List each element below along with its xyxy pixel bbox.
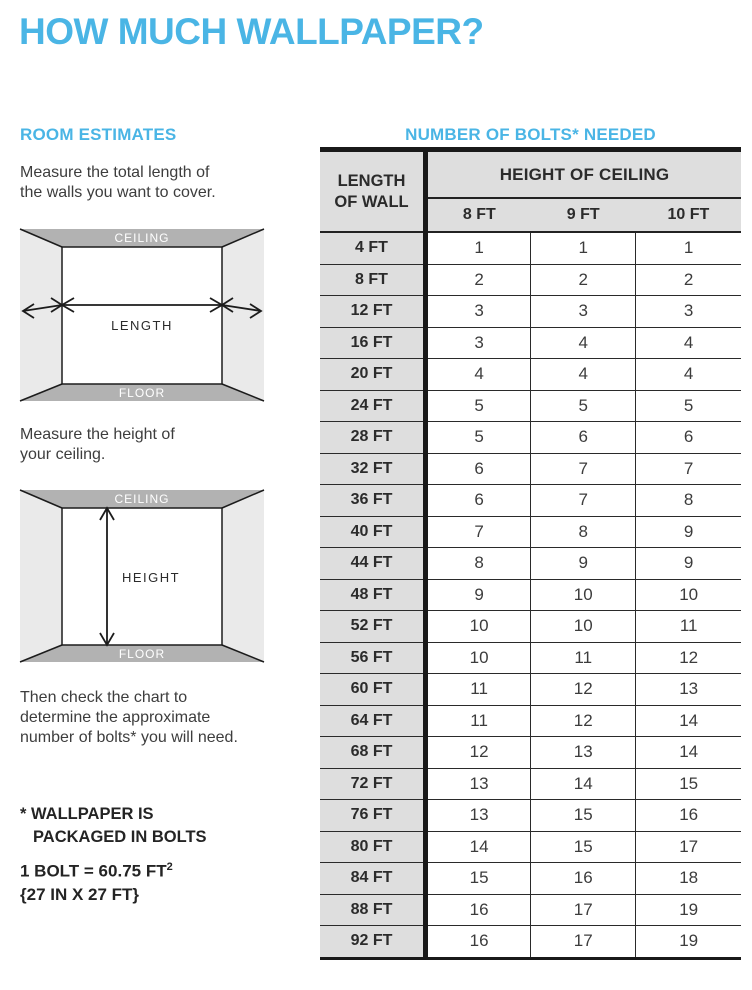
bolt-count-cell: 18 bbox=[636, 863, 741, 895]
bolt-count-cell: 9 bbox=[636, 516, 741, 548]
instruction-line: Measure the height of bbox=[20, 426, 175, 443]
table-row bbox=[320, 611, 741, 643]
measure-height-instruction bbox=[20, 425, 175, 465]
floor-label: FLOOR bbox=[118, 386, 166, 400]
wall-length-label: 68 FT bbox=[320, 737, 426, 769]
bolt-count-cell: 4 bbox=[531, 359, 636, 391]
bolt-count-cell: 14 bbox=[636, 737, 741, 769]
bolt-count-cell: 4 bbox=[636, 327, 741, 359]
bolt-count-cell: 8 bbox=[426, 548, 531, 580]
bolt-count-cell: 3 bbox=[531, 296, 636, 328]
bolt-count-cell: 14 bbox=[531, 768, 636, 800]
table-row bbox=[320, 768, 741, 800]
table-row bbox=[320, 579, 741, 611]
instruction-line: determine the approximate bbox=[20, 709, 211, 726]
bolt-count-cell: 2 bbox=[531, 264, 636, 296]
bolt-count-cell: 19 bbox=[636, 894, 741, 926]
wall-length-label: 60 FT bbox=[320, 674, 426, 706]
left-wall bbox=[20, 229, 62, 401]
ceiling-label: CEILING bbox=[114, 492, 170, 506]
bolt-count-cell: 16 bbox=[426, 894, 531, 926]
wall-length-label: 64 FT bbox=[320, 705, 426, 737]
instruction-line: Then check the chart to bbox=[20, 689, 188, 706]
wall-length-label: 32 FT bbox=[320, 453, 426, 485]
bolt-count-cell: 7 bbox=[426, 516, 531, 548]
bolt-count-cell: 17 bbox=[531, 894, 636, 926]
floor-label: FLOOR bbox=[118, 647, 166, 661]
wall-length-label: 80 FT bbox=[320, 831, 426, 863]
bolt-count-cell: 8 bbox=[636, 485, 741, 517]
bolt-count-cell: 13 bbox=[636, 674, 741, 706]
instruction-line: Measure the total length of bbox=[20, 164, 210, 181]
bolt-count-cell: 12 bbox=[426, 737, 531, 769]
length-of-wall-header bbox=[320, 150, 426, 233]
bolt-count-cell: 12 bbox=[531, 705, 636, 737]
bolt-count-cell: 1 bbox=[636, 232, 741, 264]
bolt-count-cell: 12 bbox=[636, 642, 741, 674]
column-header-9ft: 9 FT bbox=[531, 198, 636, 232]
table-row bbox=[320, 705, 741, 737]
table-row bbox=[320, 674, 741, 706]
wall-length-label: 52 FT bbox=[320, 611, 426, 643]
table-row bbox=[320, 516, 741, 548]
bolt-count-cell: 16 bbox=[531, 863, 636, 895]
bolt-count-cell: 12 bbox=[531, 674, 636, 706]
bolt-count-cell: 10 bbox=[531, 611, 636, 643]
wall-length-label: 88 FT bbox=[320, 894, 426, 926]
wall-length-label: 12 FT bbox=[320, 296, 426, 328]
bolt-count-cell: 5 bbox=[426, 422, 531, 454]
bolt-count-cell: 4 bbox=[531, 327, 636, 359]
bolt-count-cell: 1 bbox=[531, 232, 636, 264]
bolt-count-cell: 15 bbox=[636, 768, 741, 800]
wall-length-label: 44 FT bbox=[320, 548, 426, 580]
bolt-size-info bbox=[20, 856, 173, 906]
bolt-dimensions: {27 IN X 27 FT} bbox=[20, 884, 140, 904]
wall-length-label: 16 FT bbox=[320, 327, 426, 359]
table-row bbox=[320, 359, 741, 391]
height-of-ceiling-header: HEIGHT OF CEILING bbox=[426, 150, 742, 199]
table-row bbox=[320, 422, 741, 454]
bolt-count-cell: 14 bbox=[636, 705, 741, 737]
left-wall bbox=[20, 490, 62, 662]
bolt-count-cell: 7 bbox=[531, 485, 636, 517]
bolt-count-cell: 9 bbox=[531, 548, 636, 580]
table-row bbox=[320, 831, 741, 863]
wall-length-label: 8 FT bbox=[320, 264, 426, 296]
bolts-table-container bbox=[320, 147, 741, 960]
bolts-table-body bbox=[320, 232, 741, 958]
bolt-count-cell: 13 bbox=[531, 737, 636, 769]
bolt-count-cell: 10 bbox=[636, 579, 741, 611]
length-label: LENGTH bbox=[111, 318, 173, 333]
back-wall bbox=[62, 247, 222, 384]
bolt-count-cell: 11 bbox=[531, 642, 636, 674]
table-row bbox=[320, 737, 741, 769]
bolt-count-cell: 17 bbox=[531, 926, 636, 959]
wall-length-label: 72 FT bbox=[320, 768, 426, 800]
bolt-count-cell: 19 bbox=[636, 926, 741, 959]
table-row bbox=[320, 232, 741, 264]
table-row bbox=[320, 327, 741, 359]
bolts-needed-heading: NUMBER OF BOLTS* NEEDED bbox=[405, 125, 656, 144]
check-chart-instruction bbox=[20, 688, 238, 748]
bolt-count-cell: 2 bbox=[636, 264, 741, 296]
bolt-equation bbox=[20, 856, 173, 883]
bolt-count-cell: 2 bbox=[426, 264, 531, 296]
footnote-line: PACKAGED IN BOLTS bbox=[33, 828, 207, 846]
bolt-count-cell: 14 bbox=[426, 831, 531, 863]
column-header-10ft: 10 FT bbox=[636, 198, 741, 232]
right-wall bbox=[222, 229, 264, 401]
wall-length-label: 84 FT bbox=[320, 863, 426, 895]
table-row bbox=[320, 296, 741, 328]
instruction-line: your ceiling. bbox=[20, 446, 106, 463]
bolt-count-cell: 6 bbox=[531, 422, 636, 454]
bolt-count-cell: 16 bbox=[636, 800, 741, 832]
bolt-count-cell: 6 bbox=[426, 453, 531, 485]
table-row bbox=[320, 800, 741, 832]
bolts-needed-table bbox=[320, 147, 741, 960]
bolt-count-cell: 10 bbox=[426, 642, 531, 674]
table-row bbox=[320, 390, 741, 422]
wall-length-label: 24 FT bbox=[320, 390, 426, 422]
bolt-count-cell: 15 bbox=[531, 831, 636, 863]
bolt-count-cell: 16 bbox=[426, 926, 531, 959]
bolt-count-cell: 11 bbox=[636, 611, 741, 643]
bolt-count-cell: 15 bbox=[531, 800, 636, 832]
bolt-count-cell: 5 bbox=[531, 390, 636, 422]
bolt-count-cell: 11 bbox=[426, 705, 531, 737]
bolt-count-cell: 5 bbox=[636, 390, 741, 422]
table-row bbox=[320, 863, 741, 895]
height-label: HEIGHT bbox=[122, 570, 181, 585]
bolt-equation-text: 1 BOLT = 60.75 FT bbox=[20, 861, 167, 881]
bolt-count-cell: 5 bbox=[426, 390, 531, 422]
footnote-line: * WALLPAPER IS bbox=[20, 805, 154, 823]
room-height-diagram bbox=[18, 488, 266, 664]
wall-length-label: 92 FT bbox=[320, 926, 426, 959]
bolt-count-cell: 3 bbox=[636, 296, 741, 328]
wall-length-label: 28 FT bbox=[320, 422, 426, 454]
bolt-count-cell: 11 bbox=[426, 674, 531, 706]
bolt-count-cell: 9 bbox=[636, 548, 741, 580]
page-title: HOW MUCH WALLPAPER? bbox=[19, 11, 484, 52]
bolt-count-cell: 1 bbox=[426, 232, 531, 264]
bolt-count-cell: 7 bbox=[636, 453, 741, 485]
bolt-count-cell: 6 bbox=[636, 422, 741, 454]
wall-length-label: 20 FT bbox=[320, 359, 426, 391]
bolt-count-cell: 3 bbox=[426, 327, 531, 359]
header-line: OF WALL bbox=[334, 192, 409, 211]
wallpaper-bolts-footnote bbox=[20, 803, 207, 849]
bolt-count-cell: 4 bbox=[426, 359, 531, 391]
bolt-count-cell: 10 bbox=[426, 611, 531, 643]
bolt-equation-exponent: 2 bbox=[166, 861, 173, 873]
right-wall bbox=[222, 490, 264, 662]
table-row bbox=[320, 926, 741, 959]
table-row bbox=[320, 894, 741, 926]
bolt-count-cell: 13 bbox=[426, 800, 531, 832]
wall-length-label: 40 FT bbox=[320, 516, 426, 548]
wall-length-label: 4 FT bbox=[320, 232, 426, 264]
wall-length-label: 56 FT bbox=[320, 642, 426, 674]
column-header-8ft: 8 FT bbox=[426, 198, 531, 232]
header-line: LENGTH bbox=[337, 171, 406, 190]
bolt-count-cell: 4 bbox=[636, 359, 741, 391]
bolt-count-cell: 15 bbox=[426, 863, 531, 895]
bolt-count-cell: 6 bbox=[426, 485, 531, 517]
wall-length-label: 36 FT bbox=[320, 485, 426, 517]
instruction-line: the walls you want to cover. bbox=[20, 184, 216, 201]
wall-length-label: 48 FT bbox=[320, 579, 426, 611]
room-length-diagram bbox=[18, 227, 266, 403]
bolt-count-cell: 8 bbox=[531, 516, 636, 548]
ceiling-label: CEILING bbox=[114, 231, 170, 245]
room-estimates-heading: ROOM ESTIMATES bbox=[20, 125, 177, 144]
table-row bbox=[320, 642, 741, 674]
table-row bbox=[320, 453, 741, 485]
bolt-count-cell: 7 bbox=[531, 453, 636, 485]
table-row bbox=[320, 485, 741, 517]
instruction-line: number of bolts* you will need. bbox=[20, 729, 238, 746]
bolt-count-cell: 10 bbox=[531, 579, 636, 611]
bolt-count-cell: 17 bbox=[636, 831, 741, 863]
wall-length-label: 76 FT bbox=[320, 800, 426, 832]
bolt-count-cell: 3 bbox=[426, 296, 531, 328]
bolt-count-cell: 13 bbox=[426, 768, 531, 800]
table-row bbox=[320, 264, 741, 296]
measure-length-instruction bbox=[20, 163, 216, 203]
bolt-count-cell: 9 bbox=[426, 579, 531, 611]
table-row bbox=[320, 548, 741, 580]
